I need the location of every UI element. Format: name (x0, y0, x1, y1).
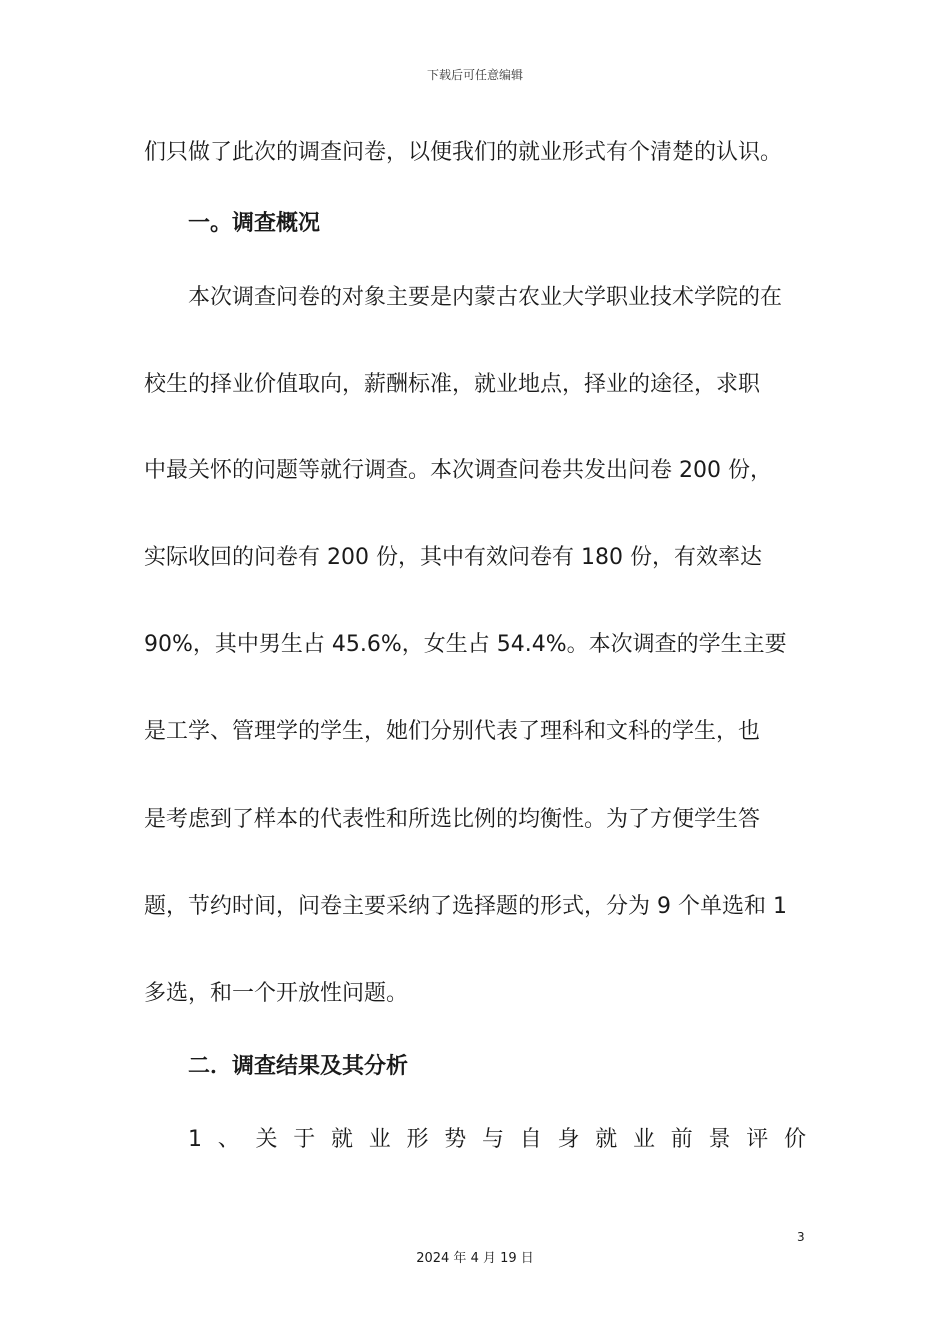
section-heading-overview: 一。调查概况 (188, 211, 321, 236)
spread-char: 评 (746, 1127, 769, 1152)
spread-char: 1 (188, 1127, 202, 1152)
spread-char: 于 (293, 1127, 316, 1152)
spread-char: 景 (708, 1127, 731, 1152)
spread-char: 前 (670, 1127, 693, 1152)
paragraph-line: 实际收回的问卷有 200 份，其中有效问卷有 180 份，有效率达 (144, 545, 762, 570)
section-heading-results: 二．调查结果及其分析 (188, 1054, 409, 1079)
spread-char: 身 (557, 1127, 580, 1152)
page-header-note: 下载后可任意编辑 (426, 68, 523, 82)
paragraph-line: 本次调查问卷的对象主要是内蒙古农业大学职业技术学院的在 (188, 285, 783, 310)
spread-char: 、 (217, 1127, 240, 1152)
page-number: 3 (797, 1230, 805, 1244)
paragraph-line: 中最关怀的问题等就行调查。本次调查问卷共发出问卷 200 份， (144, 458, 772, 483)
paragraph-line: 多选，和一个开放性问题。 (144, 981, 409, 1006)
subsection-heading-employment-outlook (144, 1125, 806, 1155)
spread-char: 业 (632, 1127, 655, 1152)
paragraph-line: 90%，其中男生占 45.6%，女生占 54.4%。本次调查的学生主要 (144, 632, 787, 657)
spread-char: 与 (481, 1127, 504, 1152)
paragraph-line: 题，节约时间，问卷主要采纳了选择题的形式，分为 9 个单选和 1 (144, 894, 787, 919)
paragraph-line: 校生的择业价值取向，薪酬标准，就业地点，择业的途径，求职 (144, 372, 761, 397)
spread-char: 势 (444, 1127, 467, 1152)
spread-char: 就 (595, 1127, 618, 1152)
spread-char: 关 (255, 1127, 278, 1152)
footer-date: 2024 年 4 月 19 日 (416, 1251, 534, 1266)
spread-char: 价 (783, 1127, 806, 1152)
spread-char: 业 (368, 1127, 391, 1152)
spread-char: 自 (519, 1127, 542, 1152)
spread-char: 形 (406, 1127, 429, 1152)
spread-char: 就 (330, 1127, 353, 1152)
paragraph-line: 是工学、管理学的学生，她们分别代表了理科和文科的学生，也 (144, 719, 761, 744)
paragraph-line: 们只做了此次的调查问卷，以便我们的就业形式有个清楚的认识。 (144, 140, 783, 165)
paragraph-line: 是考虑到了样本的代表性和所选比例的均衡性。为了方便学生答 (144, 807, 761, 832)
